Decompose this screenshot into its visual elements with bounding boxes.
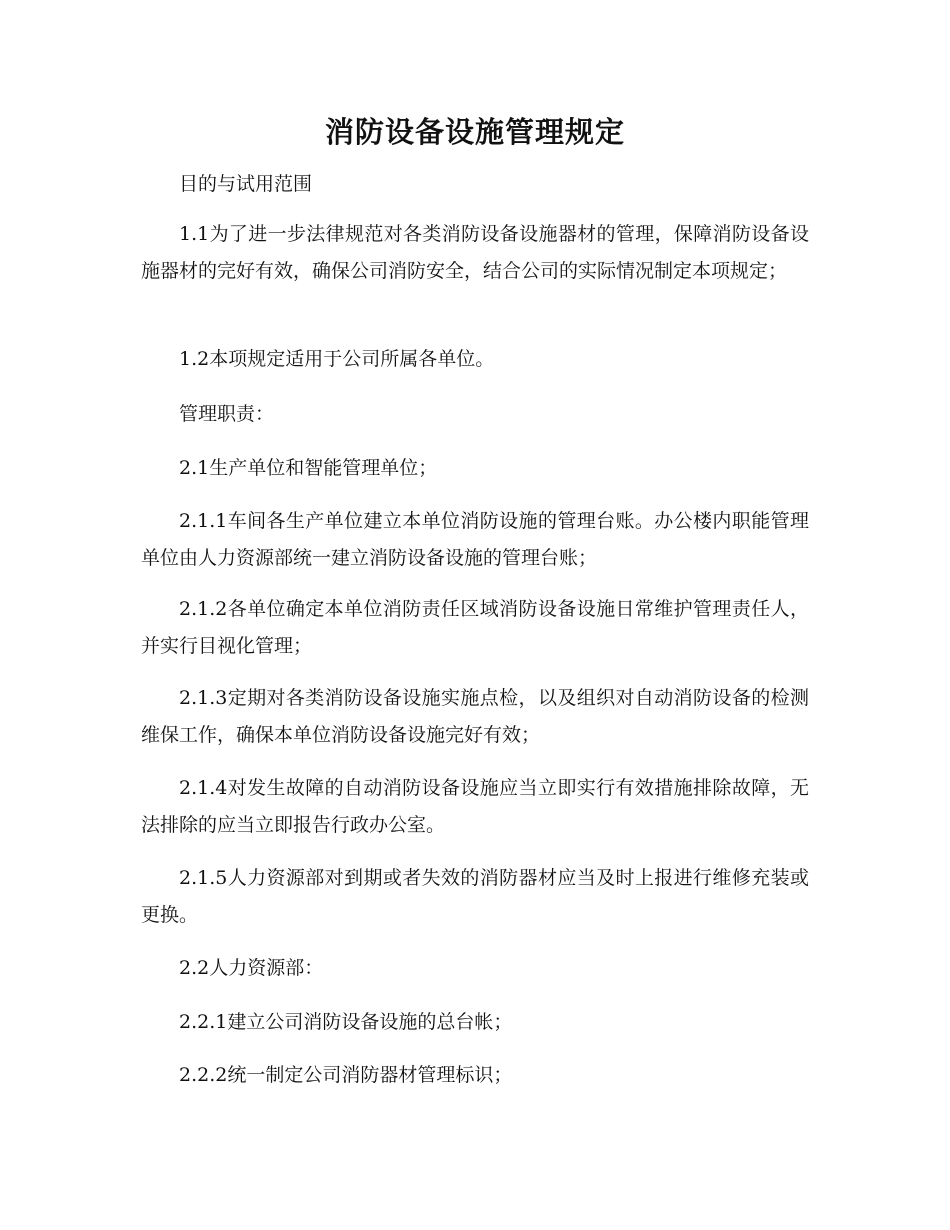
paragraph-2-2-2: 2.2.2统一制定公司消防器材管理标识； [179, 1064, 513, 1086]
paragraph-2-1-3: 2.1.3定期对各类消防设备设施实施点检，以及组织对自动消防设备的检测维保工作，确保本单位消防设备设施完好有效； [141, 687, 809, 746]
paragraph-duties: 管理职责： [179, 403, 275, 425]
paragraph-2-2: 2.2人力资源部： [179, 957, 324, 979]
paragraph-1-1: 1.1为了进一步法律规范对各类消防设备设施器材的管理，保障消防设备设施器材的完好有效，确保公司消防安全，结合公司的实际情况制定本项规定； [141, 223, 809, 282]
paragraph-2-1-4: 2.1.4对发生故障的自动消防设备设施应当立即实行有效措施排除故障，无法排除的应当立即报告行政办公室。 [141, 777, 809, 836]
paragraph-2-1-1: 2.1.1车间各生产单位建立本单位消防设施的管理台账。办公楼内职能管理单位由人力资源部统一建立消防设备设施的管理台账； [141, 510, 809, 569]
paragraph-2-1-5: 2.1.5人力资源部对到期或者失效的消防器材应当及时上报进行维修充装或更换。 [141, 867, 809, 926]
paragraph-2-1: 2.1生产单位和智能管理单位； [179, 457, 438, 479]
document-title: 消防设备设施管理规定 [324, 115, 625, 149]
paragraph-1-2: 1.2本项规定适用于公司所属各单位。 [179, 348, 495, 370]
paragraph-scope: 目的与试用范围 [179, 173, 313, 195]
paragraph-2-1-2: 2.1.2各单位确定本单位消防责任区域消防设备设施日常维护管理责任人，并实行目视化管理； [141, 598, 809, 657]
paragraph-2-2-1: 2.2.1建立公司消防设备设施的总台帐； [179, 1011, 513, 1033]
